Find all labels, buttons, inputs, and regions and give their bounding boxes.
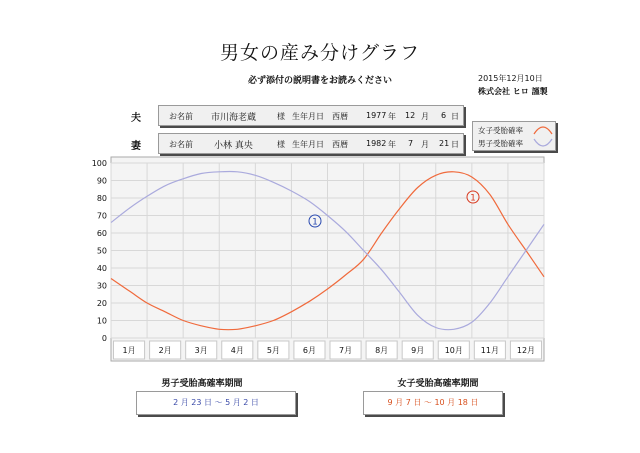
legend-female-swatch [533,124,553,136]
wife-info-box [158,133,464,154]
wife-role-label: 妻 [131,141,141,152]
x-tick-label: 10月 [444,346,463,355]
wife-era: 西暦 [332,140,348,149]
y-tick-label: 30 [96,281,107,291]
wife-name-label: お名前 [169,140,193,149]
male-period-value: 2 月 23 日 ～ 5 月 2 日 [173,398,259,407]
x-tick-label: 11月 [480,346,499,355]
x-tick-month [222,341,253,359]
wife-dob-label: 生年月日 [292,140,324,149]
female-marker-1 [467,191,479,204]
legend-male-label: 男子受胎確率 [478,139,523,148]
husband-era: 西暦 [332,112,348,121]
x-tick-label: 1月 [122,346,136,355]
x-tick-month [186,341,217,359]
y-tick-label: 40 [96,264,107,273]
y-tick-label: 20 [96,299,107,308]
x-tick-month [258,341,289,359]
x-tick-label: 7月 [338,346,353,355]
wife-day-unit: 日 [451,140,459,149]
husband-honorific: 様 [277,112,285,121]
x-tick-month [294,341,325,359]
wife-birth-year[interactable]: 1982 [366,139,387,148]
husband-info-box [158,105,464,126]
x-tick-month [438,341,469,359]
y-tick-label: 0 [101,334,107,343]
x-tick-label: 12月 [516,346,536,355]
legend-female-label: 女子受胎確率 [478,126,523,135]
husband-month-unit: 月 [421,112,429,121]
female-period-value: 9 月 7 日 ～ 10 月 18 日 [387,398,479,407]
husband-role-label: 夫 [131,113,141,124]
male-marker-1 [309,215,321,228]
husband-dob-label: 生年月日 [292,112,324,121]
chart-legend [472,121,556,151]
page-subtitle: 必ず添付の説明書をお読みください [247,76,392,86]
female-period-box [363,391,503,415]
x-tick-label: 8月 [375,346,389,355]
y-tick-label: 100 [91,159,107,168]
y-tick-label: 10 [96,316,107,326]
conception-chart [88,155,558,367]
wife-birth-month[interactable]: 7 [408,139,414,148]
husband-name-label: お名前 [169,112,193,121]
x-tick-label: 5月 [266,346,280,355]
y-tick-label: 60 [96,229,107,238]
female-period-title: 女子受胎高確率期間 [397,379,479,389]
x-tick-month [114,341,145,359]
x-tick-month [510,341,541,359]
x-tick-label: 2月 [158,346,172,355]
y-tick-label: 50 [96,246,107,256]
male-period-title: 男子受胎高確率期間 [161,379,243,389]
y-axis-ticks [92,159,107,343]
x-tick-month [366,341,397,359]
husband-year-unit: 年 [388,112,396,121]
husband-name[interactable]: 市川海老蔵 [211,113,257,123]
x-tick-month [474,341,505,359]
maker-label: 株式会社 ヒロ 謹製 [478,87,548,96]
y-tick-label: 80 [96,194,107,203]
svg-text:1: 1 [312,217,318,228]
x-tick-label: 3月 [194,346,208,355]
legend-male-swatch [533,137,553,149]
husband-birth-month[interactable]: 12 [405,111,416,120]
husband-day-unit: 日 [451,112,459,121]
x-tick-month [402,341,433,359]
page-title: 男女の産み分けグラフ [219,42,420,64]
x-tick-label: 6月 [302,346,317,355]
wife-birth-day[interactable]: 21 [439,139,450,148]
svg-text:1: 1 [470,193,476,204]
x-tick-month [150,341,181,359]
male-period-box [136,391,296,415]
husband-birth-year[interactable]: 1977 [366,111,387,120]
wife-honorific: 様 [277,140,285,149]
husband-birth-day[interactable]: 6 [441,111,447,120]
wife-year-unit: 年 [388,140,396,149]
x-tick-month [330,341,361,359]
y-tick-label: 70 [96,211,107,221]
issue-date: 2015年12月10日 [478,74,543,83]
wife-month-unit: 月 [421,140,429,149]
x-tick-label: 9月 [411,346,425,355]
x-tick-label: 4月 [230,346,244,355]
y-tick-label: 90 [96,176,107,186]
wife-name[interactable]: 小林 真央 [214,141,253,151]
